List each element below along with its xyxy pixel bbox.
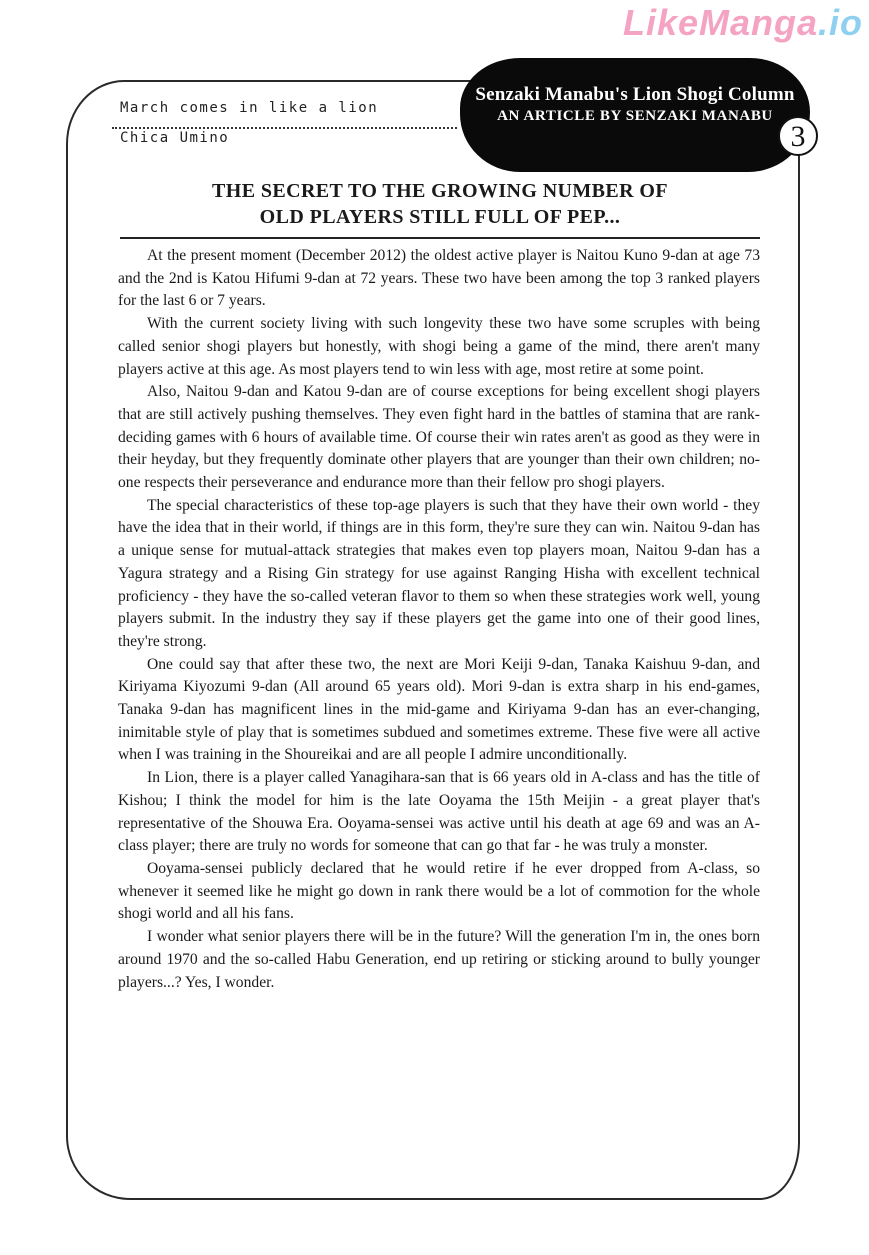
- article-paragraph: Ooyama-sensei publicly declared that he would retire if he ever dropped from A-class, so whenever it seemed like he might go down in rank there would be a lot of commotion for the whole shogi world and all his fans.: [118, 859, 760, 923]
- article-paragraph: I wonder what senior players there will be in the future? Will the generation I'm in, the ones born around 1970 and the so-called Habu Generation, end up retiring or sticking around to bully younger players...? Yes, I wonder.: [118, 928, 760, 991]
- article-paragraph: Also, Naitou 9-dan and Katou 9-dan are of course exceptions for being excellent shogi players that are still actively pushing themselves. They even fight hard in the battles of stamina that are rank-deciding games with 6 hours of available time. Of course their win rates aren't as good as they were in their heyday, but they frequently dominate other players that are younger than their own children; no-one respects their perseverance and endurance more than their fellow pro shogi players.: [118, 383, 760, 492]
- author-name: Chica Umino: [120, 130, 230, 146]
- article-body: [118, 245, 760, 994]
- series-header: [120, 100, 378, 146]
- article-headline: [120, 178, 760, 230]
- watermark-part2: .io: [818, 2, 863, 43]
- article-paragraph: With the current society living with such longevity these two have some scruples with being called senior shogi players but honestly, with shogi being a game of the mind, there aren't many players active at this age. As most players tend to win less with age, most retire at some point.: [118, 315, 760, 378]
- headline-line-2: OLD PLAYERS STILL FULL OF PEP...: [259, 206, 621, 228]
- column-byline: AN ARTICLE BY SENZAKI MANABU: [497, 108, 773, 124]
- headline-rule: [120, 237, 760, 239]
- watermark-part1: LikeManga: [622, 2, 818, 43]
- dotted-divider: [112, 127, 457, 129]
- article-paragraph: At the present moment (December 2012) the oldest active player is Naitou Kuno 9-dan at age 73 and the 2nd is Katou Hifumi 9-dan at 72 years. These two have been among the top 3 ranked players for the last 6 or 7 years.: [118, 247, 760, 310]
- column-title: Senzaki Manabu's Lion Shogi Column: [475, 84, 795, 105]
- column-number: 3: [778, 116, 818, 156]
- article-paragraph: One could say that after these two, the next are Mori Keiji 9-dan, Tanaka Kaishuu 9-dan, and Kiriyama Kiyozumi 9-dan (All around 65 years old). Mori 9-dan is extra sharp in his end-games, Tanaka 9-dan has magnificent lines in the mid-game and Kiriyama 9-dan has an ever-changing, inimitable style of play that is sometimes subdued and sometimes extreme. These five were all active when I was training in the Shoureikai and are all people I admire unconditionally.: [118, 655, 760, 764]
- column-badge: [460, 58, 810, 172]
- article-paragraph: The special characteristics of these top-age players is such that they have their own world - they have the idea that in their world, if things are in this form, they're sure they can win. Naitou 9-dan has a unique sense for mutual-attack strategies that makes even top players moan, Naitou 9-dan has a Yagura strategy and a Rising Gin strategy for use against Ranging Hisha with excellent technical proficiency - they have the so-called veteran flavor to them so when these strategies work well, young players submit. In the industry they say if these players get the game into one of their good lines, they're strong.: [118, 496, 760, 650]
- site-watermark: [623, 2, 863, 44]
- headline-line-1: THE SECRET TO THE GROWING NUMBER OF: [212, 180, 668, 202]
- article-paragraph: In Lion, there is a player called Yanagihara-san that is 66 years old in A-class and has the title of Kishou; I think the model for him is the late Ooyama the 15th Meijin - a great player that's representative of the Shouwa Era. Ooyama-sensei was active until his death at age 69 and was an A-class player; there are truly no words for someone that can go that far - he was truly a monster.: [118, 769, 760, 855]
- series-title: March comes in like a lion: [120, 100, 379, 116]
